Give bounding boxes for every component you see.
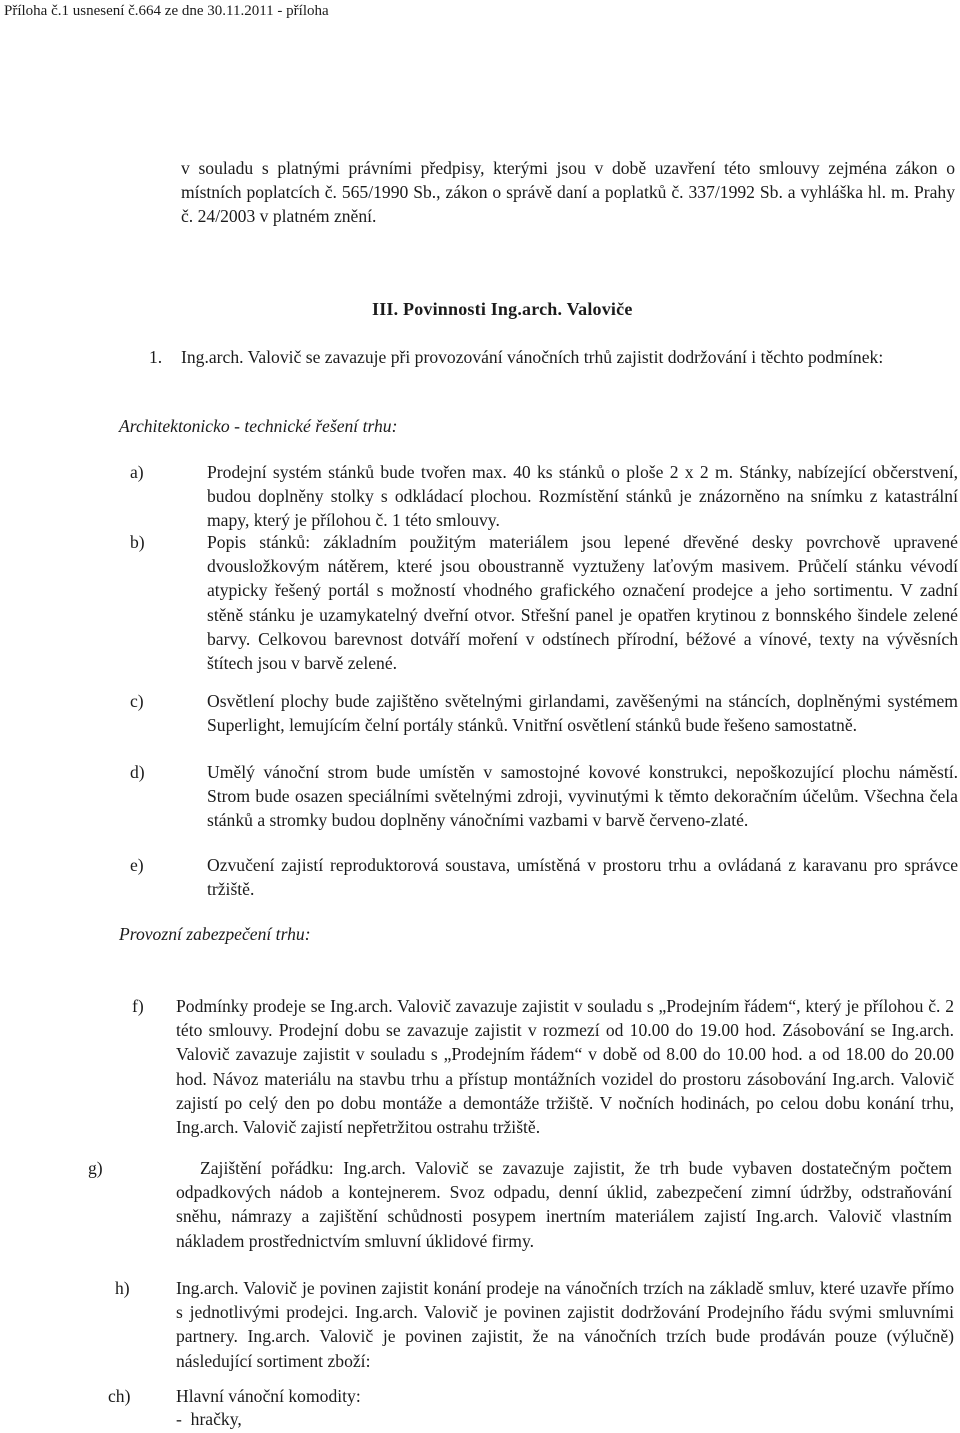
list-item-label: ch) <box>108 1386 131 1406</box>
subsection-title-architecture: Architektonicko - technické řešení trhu: <box>119 416 398 436</box>
list-item-text: Osvětlení plochy bude zajištěno světelnými girlandami, zavěšenými na stáncích, doplněnými systémem Superlight, lemujícím čelní portály stánků. Vnitřní osvětlení stánků bude řešeno samostatně. <box>207 691 958 736</box>
list-item-text: Prodejní systém stánků bude tvořen max. 40 ks stánků o ploše 2 x 2 m. Stánky, nabízející občerstvení, budou doplněny stolky s odkládací plochou. Rozmístění stánků je znázorněno na snímku z katastrální mapy, který je přílohou č. 1 této smlouvy. <box>207 462 958 531</box>
list-item-text: Ozvučení zajistí reproduktorová soustava, umístěná v prostoru trhu a ovládaná z karavanu pro správce tržiště. <box>207 855 958 900</box>
list-item-label: e) <box>130 855 144 875</box>
list-item-label: c) <box>130 691 144 711</box>
subsection-title-operation: Provozní zabezpečení trhu: <box>119 924 311 944</box>
list-item-text: Hlavní vánoční komodity: <box>176 1386 361 1406</box>
header-note: Příloha č.1 usnesení č.664 ze dne 30.11.2011 - příloha <box>4 3 329 19</box>
section-heading: III. Povinnosti Ing.arch. Valoviče <box>372 299 633 319</box>
point-text: Ing.arch. Valovič se zavazuje při provozování vánočních trhů zajistit dodržování i těchto podmínek: <box>181 347 884 367</box>
list-item-label: f) <box>132 996 144 1016</box>
list-item-text: Zajištění pořádku: Ing.arch. Valovič se zavazuje zajistit, že trh bude vybaven dostatečným počtem odpadkových nádob a kontejnerem. Svoz odpadu, denní úklid, zabezpečení zimní údržby, odstraňování sněhu, námrazy a zajištění schůdnosti posypem inertním materiálem zajistí Ing.arch. Valovič vlastním nákladem prostřednictvím smluvní úklidové firmy. <box>176 1158 952 1251</box>
list-item-text: Umělý vánoční strom bude umístěn v samostojné kovové konstrukci, nepoškozující plochu náměstí. Strom bude osazen speciálními světelnými zdroji, vyvinutými k těmto dekoračním účelům. Všechna čela stánků a stromky budou doplněny vánočními vazbami v barvě červeno-zlaté. <box>207 762 958 831</box>
dash-list-item <box>176 1409 242 1430</box>
list-item-label: h) <box>115 1278 130 1298</box>
list-item-text: Ing.arch. Valovič je povinen zajistit konání prodeje na vánočních trzích na základě smluv, které uzavře přímo s jednotlivými prodejci. Ing.arch. Valovič je povinen zajistit dodržování Prodejního řádu svými smluvními partnery. Ing.arch. Valovič je povinen zajistit, že na vánočních trzích bude prodáván pouze (výlučně) následující sortiment zboží: <box>176 1278 954 1371</box>
list-item-label: b) <box>130 532 145 552</box>
point-number: 1. <box>149 347 163 367</box>
list-item-text: Podmínky prodeje se Ing.arch. Valovič zavazuje zajistit v souladu s „Prodejním řádem“, který je přílohou č. 2 této smlouvy. Prodejní dobu se zavazuje zajistit v rozmezí od 10.00 do 19.00 hod. Zásobování se Ing.arch. Valovič zavazuje zajistit v souladu s „Prodejním řádem“ v době od 8.00 do 10.00 hod. a od 18.00 do 20.00 hod. Návoz materiálu na stavbu trhu a přístup montážních vozidel do prostoru zásobování Ing.arch. Valovič zajistí po celý den po dobu montáže a demontáže tržiště. V nočních hodinách, po celou dobu konání trhu, Ing.arch. Valovič zajistí nepřetržitou ostrahu tržiště. <box>176 996 954 1138</box>
list-item-label: a) <box>130 462 144 482</box>
list-item-text: Popis stánků: základním použitým materiálem jsou lepené dřevěné desky povrchově upravené dvousložkovým nátěrem, které jsou oboustranně vyztuženy laťovým masivem. Průčelí stánku vévodí atypicky řešený portál s možností vhodného grafického označení prodejce a jeho sortimentu. V zadní stěně stánku je uzamykatelný dveřní otvor. Střešní panel je opatřen krytinou z bonnského šindele zelené barvy. Celkovou barevnost dotváří moření v odstínech přírodní, béžové a vínové, texty na vývěsních štítech jsou v barvě zelené. <box>207 532 958 674</box>
list-item-label: g) <box>88 1158 103 1178</box>
dash-text: hračky, <box>190 1409 242 1429</box>
list-item-label: d) <box>130 762 145 782</box>
intro-paragraph: v souladu s platnými právními předpisy, kterými jsou v době uzavření této smlouvy zejména zákon o místních poplatcích č. 565/1990 Sb., zákon o správě daní a poplatků č. 337/1992 Sb. a vyhláška hl. m. Prahy č. 24/2003 v platném znění. <box>181 158 955 227</box>
dash-marker: - <box>176 1409 191 1429</box>
